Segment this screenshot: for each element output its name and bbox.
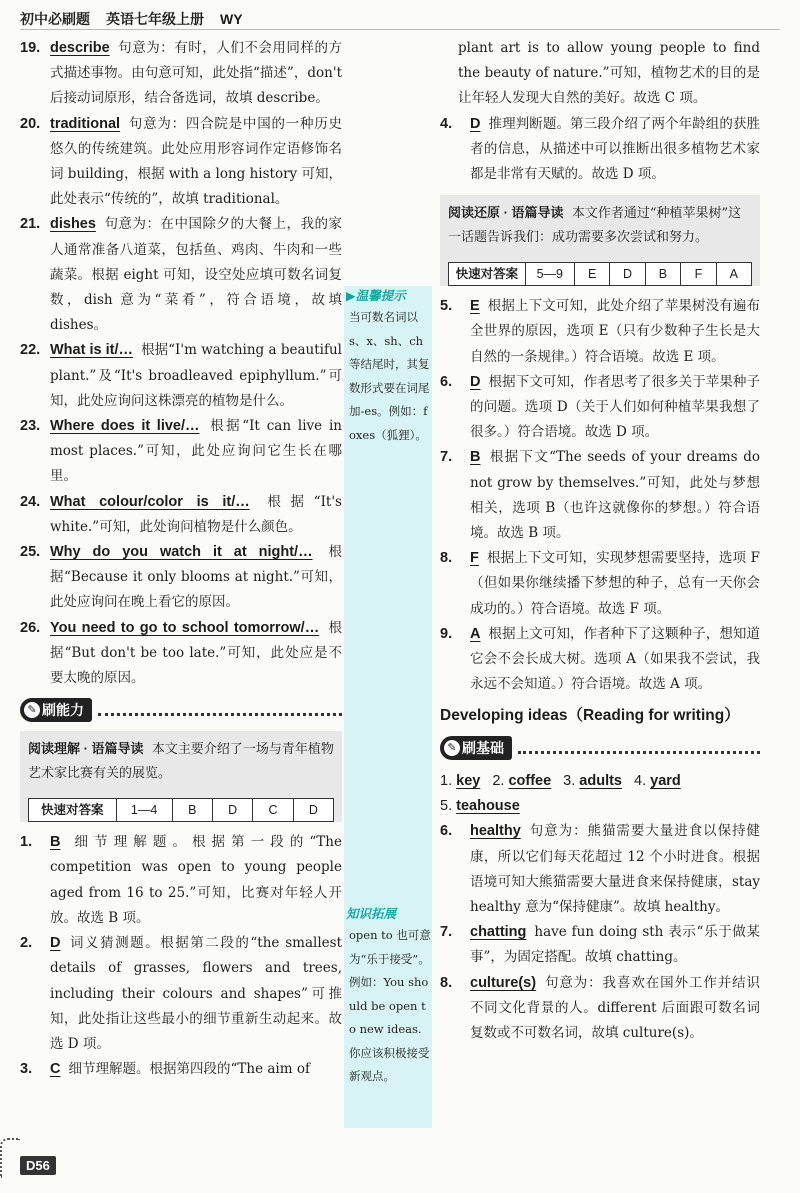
entry-number: 2. [20, 935, 33, 952]
entry-explanation: 句意为：我喜欢在国外工作并结识不同文化背景的人。different 后面跟可数名词复数或不可数名词，故填 culture(s)。 [470, 974, 760, 1042]
fill-number: 1. [440, 773, 453, 790]
entry-explanation: 根据上下文可知，实现梦想需要坚持，选项 F（但如果你继续播下梦想的种子，总有一天你会成功的。）符合语境。故选 F 项。 [470, 550, 760, 617]
reading-guide [440, 195, 760, 286]
answer-entry [440, 546, 760, 622]
entry-number: 5. [440, 298, 453, 315]
entry-explanation: 根据“It's white.”可知，此处询问植物是什么颜色。 [50, 493, 342, 535]
guide-text: 本文主要介绍了一场与青年植物艺术家比赛有关的展览。 [28, 742, 334, 782]
answer-entry [440, 920, 760, 970]
entry-number: 22. [20, 342, 41, 359]
entry-number: 7. [440, 449, 453, 466]
entry-explanation: 句意为：四合院是中国的一种历史悠久的传统建筑。此处应用形容词作定语修饰名词 building，根据 with a long history 可知，此处表示“传统的”，故填 traditional。 [50, 115, 342, 208]
entry-explanation: 根据下文可知，作者思考了很多关于苹果种子的问题。选项 D（关于人们如何种植苹果我想了很多。）符合语境。故选 D 项。 [470, 373, 760, 441]
extension-text: open to 也可意为“乐于接受”。例如：You should be open to new ideas. 你应该积极接受新观点。 [349, 928, 431, 1083]
fill-answer [634, 769, 681, 794]
answer-entry [20, 931, 342, 1057]
entry-answer: E [470, 298, 480, 315]
fill-number: 4. [634, 773, 647, 790]
quick-answer-range: 5—9 [526, 263, 575, 285]
entry-answer: traditional [50, 115, 121, 132]
guide-text: 本文作者通过“种植苹果树”这一话题告诉我们：成功需要多次尝试和努力。 [448, 206, 742, 246]
entry-answer: You need to go to school tomorrow/… [50, 619, 320, 636]
answer-list-a [20, 36, 342, 691]
section-badge [440, 736, 512, 760]
answer-list-b [20, 830, 342, 1082]
answer-entry [20, 1057, 342, 1082]
quick-answer-table [28, 798, 334, 822]
answer-entry [20, 830, 342, 931]
entry-number: 6. [440, 373, 453, 390]
entry-answer: describe [50, 40, 110, 56]
quick-answer-cell: B [173, 799, 213, 821]
page-corner-decoration [0, 1138, 20, 1178]
fill-word: yard [650, 773, 681, 790]
answer-entry [440, 112, 760, 188]
entry-number: 4. [440, 115, 453, 132]
entry-number: 1. [20, 834, 33, 851]
entry-number: 8. [440, 974, 453, 991]
entry-explanation: 根据“Because it only blooms at night.”可知，此处应询问在晚上看它的原因。 [50, 544, 342, 611]
answer-entry [440, 294, 760, 370]
fill-answer [492, 769, 551, 794]
answer-entry [440, 370, 760, 446]
answer-entry [20, 616, 342, 692]
answer-entry [20, 112, 342, 213]
quick-answer-cell: E [575, 263, 610, 285]
entry-number: 20. [20, 115, 41, 132]
quick-answer-cell: F [681, 263, 716, 285]
quick-answer-cell: A [729, 267, 738, 282]
entry-number: 8. [440, 550, 453, 567]
entry-number: 9. [440, 625, 453, 642]
entry-explanation: 根据上下文可知，此处介绍了苹果树没有遍布全世界的原因，选项 E（只有少数种子生长是大自然的一条规律。）符合语境。故选 E 项。 [470, 298, 760, 365]
fill-answers-row [440, 769, 760, 794]
quick-answer-cell: D [308, 803, 318, 818]
entry-explanation: have fun doing sth 表示“乐于做某事”，为固定搭配。故填 chatting。 [470, 924, 760, 966]
quick-answer-cell: D [213, 799, 253, 821]
entry-answer: Where does it live/… [50, 418, 200, 435]
quick-answer-cell: C [253, 799, 293, 821]
fill-answer [563, 769, 622, 794]
answer-entry [20, 36, 342, 112]
fill-word: key [456, 773, 481, 790]
brush-icon: ✎ [24, 702, 40, 718]
section-heading: Developing ideas（Reading for writing） [440, 707, 740, 725]
left-column [20, 36, 342, 1082]
brush-icon: ✎ [444, 740, 460, 756]
answer-list-d [440, 819, 760, 1046]
fill-answer [440, 769, 480, 794]
entry-explanation: 根据上文可知，作者种下了这颗种子，想知道它会不会长成大树。选项 A（如果我不尝试，我永远不会知道。）符合语境。故选 A 项。 [470, 625, 760, 693]
quick-answer-label: 快速对答案 [29, 799, 117, 821]
entry-answer: D [470, 373, 481, 390]
entry-answer: C [50, 1061, 61, 1078]
entry-number: 7. [440, 924, 453, 941]
answer-entry [440, 971, 760, 1047]
quick-answer-label: 快速对答案 [449, 263, 526, 285]
entry-number: 21. [20, 216, 41, 233]
answer-entry [20, 490, 342, 540]
answer-list-c [440, 294, 760, 697]
entry-explanation: 句意为：在中国除夕的大餐上，我的家人通常准备八道菜，包括鱼、鸡肉、牛肉和一些蔬菜。根据 eight 可知，设空处应填可数名词复数，dish 意为“菜肴”，符合语境，故填 dishes。 [50, 216, 342, 334]
page-header [20, 8, 780, 30]
fill-word: adults [579, 773, 622, 790]
answer-entry [20, 338, 342, 414]
entry-explanation: 词义猜测题。根据第二段的“the smallest details of grasses, flowers and trees, including their colours and shapes”可推知，此处指让这些最小的细节重新生动起来。故选 D 项。 [50, 935, 342, 1052]
answer-entry [440, 819, 760, 920]
quick-answer-table [448, 262, 752, 286]
section-label: 刷能力 [42, 702, 84, 719]
dotted-divider [98, 704, 342, 716]
answer-entry [20, 212, 342, 338]
entry-explanation: 细节理解题。根据第四段的“The aim of [68, 1061, 310, 1078]
continued-explanation: plant art is to allow young people to find the beauty of nature.”可知，植物艺术的目的是让年轻人发现大自然的美好。故选 C 项。 [458, 40, 760, 107]
entry-explanation: 细节理解题。根据第一段的“The competition was open to young people aged from 16 to 25.”可知，比赛对年轻人开放。故选 B 项。 [50, 834, 342, 926]
entry-answer: dishes [50, 216, 96, 233]
entry-explanation: 句意为：熊猫需要大量进食以保持健康，所以它们每天花超过 12 个小时进食。根据语境可知大熊猫需要大量进食来保持健康，stay healthy 意为“保持健康”。故填 healthy。 [470, 823, 760, 916]
fill-word: teahouse [456, 798, 520, 815]
entry-answer: What is it/… [50, 342, 134, 359]
section-label: 刷基础 [462, 740, 504, 757]
fill-number: 2. [492, 773, 505, 790]
section-badge [20, 698, 92, 722]
entry-answer: B [50, 834, 61, 851]
entry-answer: chatting [470, 924, 527, 941]
entry-answer: B [470, 449, 481, 466]
entry-number: 6. [440, 823, 453, 840]
entry-number: 26. [20, 619, 41, 636]
entry-explanation: 根据下文“The seeds of your dreams do not grow by themselves.”可知，此处与梦想相关，选项 B（也许这就像你的梦想。）符合语境。故选 B 项。 [470, 449, 760, 542]
section-header [20, 697, 342, 723]
entry-explanation: 根据“But don't be too late.”可知，此处应是不要太晚的原因。 [50, 619, 342, 687]
right-column [440, 36, 760, 1046]
answer-entry [440, 445, 760, 546]
answer-entry [20, 540, 342, 616]
quick-answer-cell: B [646, 263, 681, 285]
fill-number: 3. [563, 773, 576, 790]
section-header [440, 735, 760, 761]
answer-entry [20, 414, 342, 490]
entry-answer: D [50, 935, 61, 952]
entry-answer: A [470, 625, 481, 642]
entry-explanation: 根据“It can live in most places.”可知，此处应询问它生长在哪里。 [50, 418, 342, 485]
entry-answer: healthy [470, 823, 521, 840]
subject-title: 英语七年级上册 [106, 10, 204, 27]
entry-answer: Why do you watch it at night/… [50, 544, 313, 561]
entry-number: 23. [20, 418, 41, 435]
book-title: 初中必刷题 [20, 10, 90, 27]
fill-number: 5. [440, 798, 453, 815]
entry-number: 25. [20, 544, 41, 561]
reading-guide [20, 731, 342, 822]
entry-explanation: 句意为：有时，人们不会用同样的方式描述事物。由句意可知，此处指“描述”，don't 后接动词原形，结合备选词，故填 describe。 [50, 40, 342, 107]
extension-title: 知识拓展 [346, 906, 397, 921]
tip-title: ▶温馨提示 [346, 288, 406, 303]
entry-explanation: 推理判断题。第三段介绍了两个年龄组的获胜者的信息，从描述中可以推断出很多植物艺术家都是非常有天赋的。故选 D 项。 [470, 115, 760, 183]
quick-answer-cell: D [610, 263, 645, 285]
fill-answer [440, 794, 520, 819]
guide-title: 阅读理解 · 语篇导读 [28, 741, 144, 757]
tip-text: 当可数名词以 s、x、sh、ch 等结尾时，其复数形式要在词尾加-es。例如：foxes（狐狸）。 [349, 310, 430, 442]
edition-label: WY [220, 10, 243, 27]
page-number: D56 [20, 1156, 56, 1175]
fill-answers-row [440, 794, 760, 819]
guide-title: 阅读还原 · 语篇导读 [448, 205, 564, 221]
entry-answer: D [470, 115, 481, 132]
fill-word: coffee [508, 773, 552, 790]
dotted-divider [518, 742, 760, 754]
entry-answer: F [470, 550, 479, 567]
entry-number: 19. [20, 40, 41, 56]
entry-explanation: 根据“I'm watching a beautiful plant.”及“It's broadleaved epiphyllum.”可知，此处应询问这株漂亮的植物是什么。 [50, 342, 342, 409]
quick-answer-range: 1—4 [117, 799, 173, 821]
answer-entry [440, 622, 760, 698]
entry-answer: What colour/color is it/… [50, 493, 250, 510]
entry-number: 3. [20, 1061, 33, 1078]
entry-answer: culture(s) [470, 974, 537, 991]
entry-number: 24. [20, 493, 41, 510]
